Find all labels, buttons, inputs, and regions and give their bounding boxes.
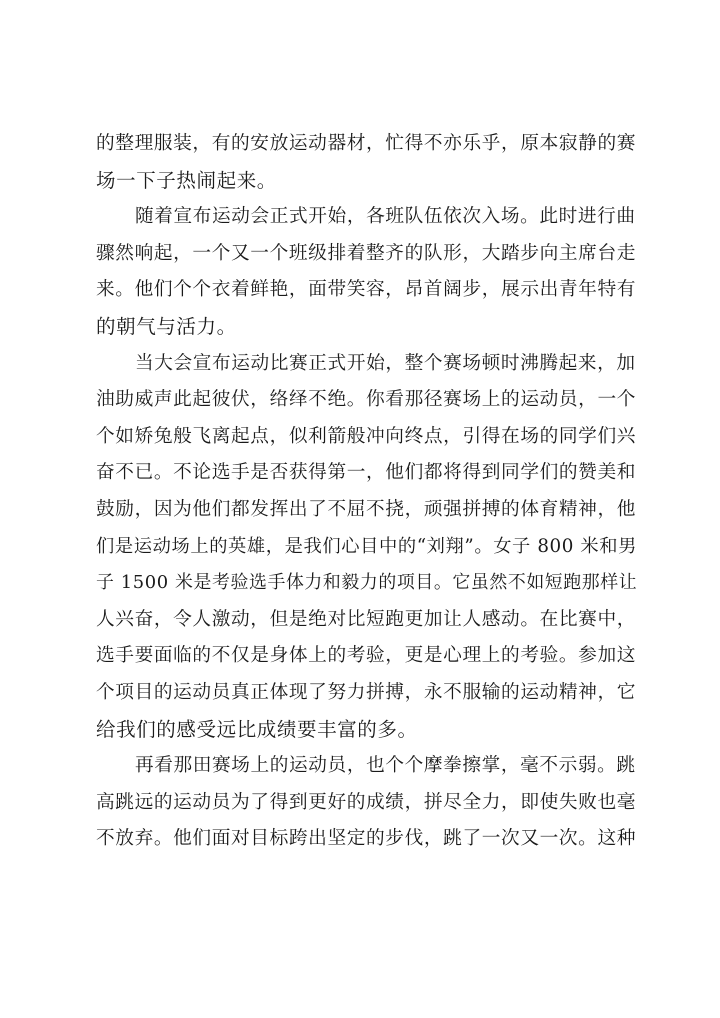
text-line: 个如矫兔般飞离起点，似利箭般冲向终点，引得在场的同学们兴 bbox=[96, 425, 637, 447]
text-line: 们是运动场上的英雄，是我们心目中的“刘翔”。女子 800 米和男 bbox=[96, 535, 637, 557]
text-line: 不放弃。他们面对目标跨出坚定的步伐，跳了一次又一次。这种 bbox=[96, 828, 637, 850]
text-line: 子 1500 米是考验选手体力和毅力的项目。它虽然不如短跑那样让 bbox=[96, 572, 638, 594]
text-line: 人兴奋，令人激动，但是绝对比短跑更加让人感动。在比赛中， bbox=[96, 608, 637, 630]
text-line: 奋不已。不论选手是否获得第一，他们都将得到同学们的赞美和 bbox=[96, 462, 637, 484]
text-line: 骤然响起，一个又一个班级排着整齐的队形，大踏步向主席台走 bbox=[96, 242, 637, 264]
text-line: 油助威声此起彼伏，络绎不绝。你看那径赛场上的运动员，一个 bbox=[96, 389, 637, 411]
text-line: 选手要面临的不仅是身体上的考验，更是心理上的考验。参加这 bbox=[96, 645, 637, 667]
text-line: 鼓励，因为他们都发挥出了不屈不挠，顽强拼搏的体育精神，他 bbox=[96, 498, 637, 520]
text-line: 场一下子热闹起来。 bbox=[96, 168, 277, 192]
paragraph-first-line: 当大会宣布运动比赛正式开始，整个赛场顿时沸腾起来，加 bbox=[135, 352, 636, 374]
text-line: 给我们的感受远比成绩要丰富的多。 bbox=[96, 717, 418, 741]
text-line: 的朝气与活力。 bbox=[96, 314, 237, 338]
text-line: 高跳远的运动员为了得到更好的成绩，拼尽全力，即使失败也毫 bbox=[96, 791, 637, 813]
text-line: 的整理服装，有的安放运动器材，忙得不亦乐乎，原本寂静的赛 bbox=[96, 133, 637, 154]
paragraph-first-line: 再看那田赛场上的运动员，也个个摩拳擦掌，毫不示弱。跳 bbox=[135, 755, 636, 777]
body-text bbox=[96, 126, 636, 858]
text-line: 来。他们个个衣着鲜艳，面带笑容，昂首阔步，展示出青年特有 bbox=[96, 279, 637, 301]
text-line: 个项目的运动员真正体现了努力拼搏，永不服输的运动精神，它 bbox=[96, 681, 637, 703]
paragraph-first-line: 随着宣布运动会正式开始，各班队伍依次入场。此时进行曲 bbox=[135, 206, 636, 228]
